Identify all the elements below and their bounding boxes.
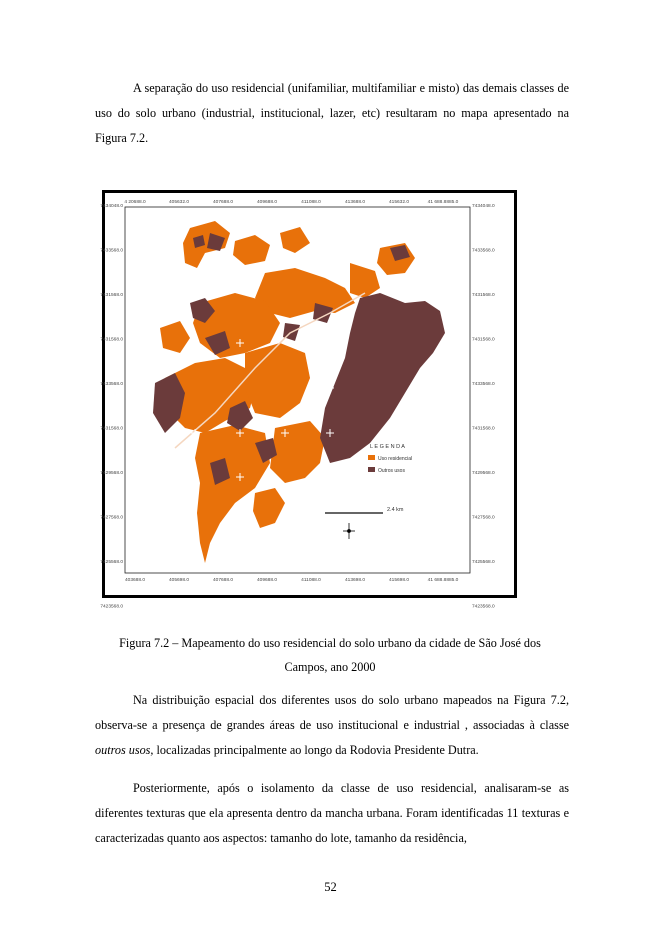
land-use-map [100, 193, 514, 610]
top-tick-label: 405632.0 [168, 200, 190, 205]
bottom-tick-label: 407688.0 [212, 578, 234, 583]
paragraph-2 [95, 688, 569, 763]
right-tick-label: 7431568.0 [472, 293, 495, 298]
caption-line-1: Figura 7.2 – Mapeamento do uso residencial do solo urbano da cidade de São José dos [119, 636, 541, 650]
legend-label-residential: Uso residencial [378, 456, 413, 462]
left-tick-label: 7431568.0 [100, 293, 123, 298]
paragraph-3: Posteriormente, após o isolamento da classe de uso residencial, analisaram-se as diferentes texturas que ela apresenta dentro da mancha urbana. Foram identificadas 11 texturas e caracterizadas quanto aos aspectos: tamanho do lote, tamanho da residência, [95, 781, 569, 845]
top-tick-label: 411088.0 [301, 200, 321, 205]
right-tick-label: 7433568.0 [472, 248, 495, 254]
north-arrow-icon [343, 523, 355, 539]
left-tick-label: 7433568.0 [100, 382, 123, 387]
top-tick-label: 415632.0 [388, 200, 410, 205]
left-tick-label: 7431568.0 [100, 426, 123, 432]
right-tick-label: 7423568.0 [472, 604, 495, 610]
top-tick-label: 409688.0 [256, 200, 278, 205]
legend-label-other: Outros usos [378, 468, 405, 474]
right-tick-label: 7433568.0 [472, 382, 495, 387]
bottom-tick-label: 41 688.8885.0 [427, 578, 459, 583]
p2-part-a: Na distribuição espacial dos diferentes usos do solo urbano mapeados na Figura 7.2, observa-se a presença de grandes áreas de uso institucional e industrial , associadas à classe [95, 693, 569, 732]
p2-part-b: localizadas principalmente ao longo da Rodovia Presidente Dutra. [153, 743, 479, 757]
right-tick-label: 7427568.0 [472, 515, 495, 521]
left-tick-label: 7425568.0 [100, 560, 123, 565]
bottom-tick-label: 405698.0 [168, 578, 190, 583]
scale-label: 2.4 km [387, 507, 404, 513]
legend-swatch-residential [368, 455, 375, 460]
left-tick-label: 7433568.0 [100, 248, 123, 254]
left-tick-label: 7431568.0 [100, 337, 123, 343]
paragraph-1: A separação do uso residencial (unifamiliar, multifamiliar e misto) das demais classes de uso do solo urbano (industrial, institucional, lazer, etc) resultaram no mapa apresentado na Figura 7.2. [95, 81, 569, 145]
left-tick-label: 7429568.0 [100, 471, 123, 476]
bottom-tick-label: 411088.0 [301, 578, 321, 583]
p2-emphasis: outros usos, [95, 743, 154, 757]
legend-swatch-other [368, 467, 375, 472]
bottom-tick-label: 403688.0 [124, 578, 146, 583]
left-coordinate-ticks [100, 203, 123, 610]
page-number: 52 [324, 880, 337, 894]
right-tick-label: 7431568.0 [472, 337, 495, 343]
top-tick-label: 4 20688.0 [124, 200, 146, 205]
bottom-tick-label: 413698.0 [344, 578, 366, 583]
right-tick-label: 7431568.0 [472, 426, 495, 432]
right-tick-label: 7434048.0 [472, 204, 495, 209]
right-tick-label: 7429568.0 [472, 471, 495, 476]
left-tick-label: 7427568.0 [100, 515, 123, 521]
bottom-coordinate-ticks [125, 577, 459, 583]
top-tick-label: 407688.0 [212, 200, 234, 205]
legend-title: L E G E N D A [370, 444, 405, 450]
figure-map [100, 190, 517, 610]
right-tick-label: 7425568.0 [472, 560, 495, 565]
left-tick-label: 7434048.0 [100, 204, 123, 209]
right-coordinate-ticks [472, 203, 495, 610]
bottom-tick-label: 415698.0 [388, 578, 410, 583]
top-tick-label: 41 688.8885.0 [427, 200, 459, 205]
left-tick-label: 7423568.0 [100, 604, 123, 610]
bottom-tick-label: 409688.0 [256, 578, 278, 583]
caption-line-2: Campos, ano 2000 [284, 660, 376, 674]
top-tick-label: 413688.0 [344, 200, 366, 205]
top-coordinate-ticks [124, 199, 458, 205]
figure-caption [80, 631, 580, 679]
